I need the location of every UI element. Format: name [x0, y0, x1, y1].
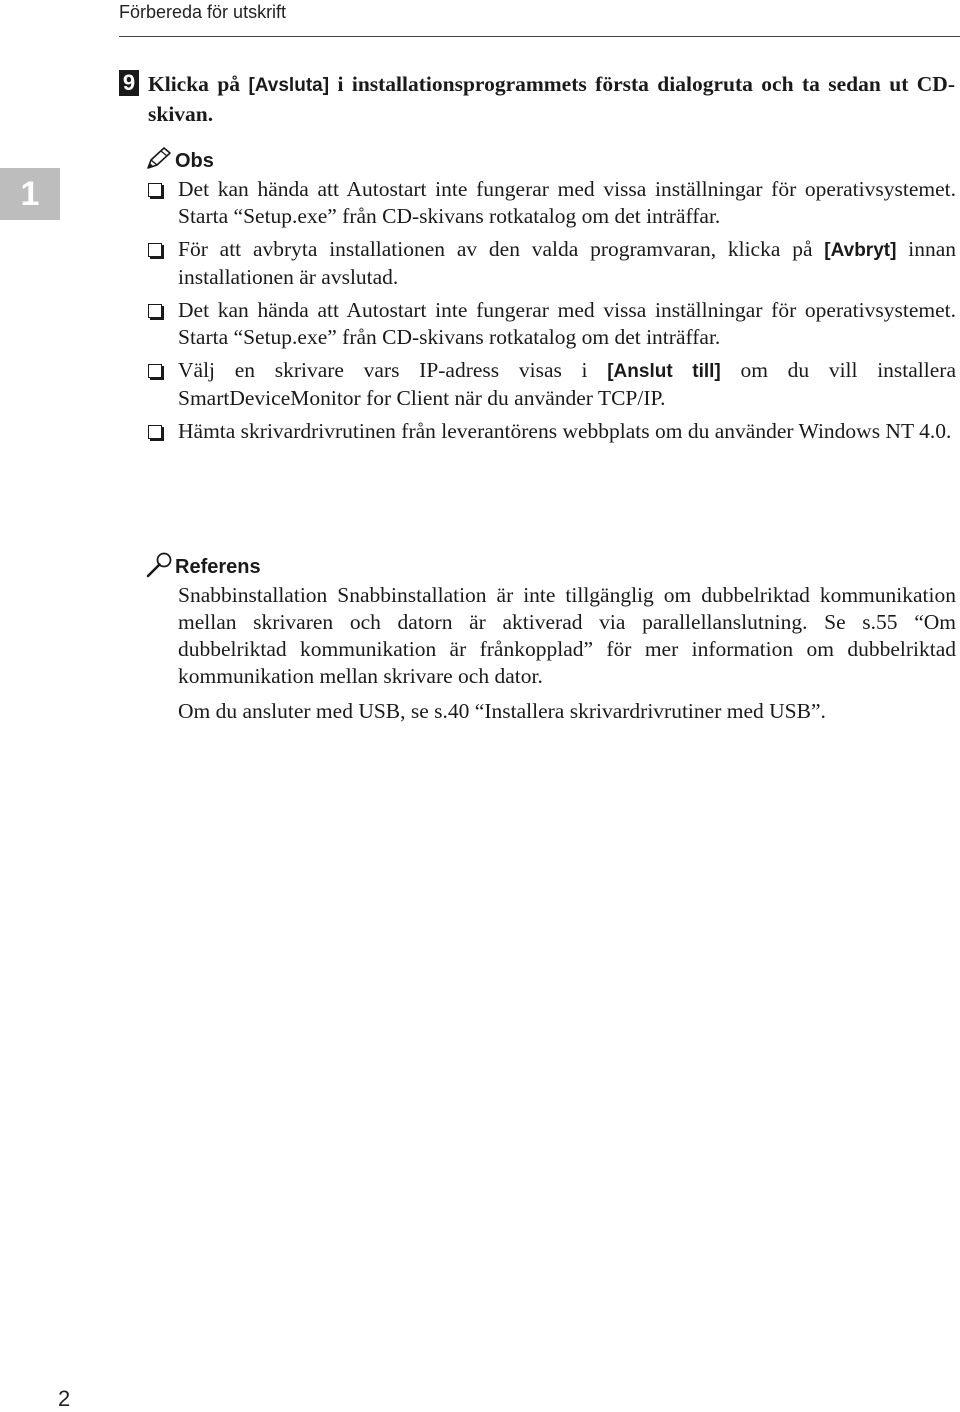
note-item — [148, 236, 956, 291]
key-anslut-till: [Anslut till] — [607, 361, 721, 382]
step-number-badge: 9 — [119, 70, 139, 96]
page-number: 2 — [58, 1386, 71, 1411]
note-title: Obs — [175, 149, 214, 172]
header-rule — [119, 36, 960, 37]
note-item — [148, 357, 956, 412]
checkbox-bullet-icon — [148, 243, 162, 257]
note-item-text: Det kan hända att Autostart inte fungerar med vissa inställningar för operativsystemet. Starta “Setup.exe” från CD-skivans rotkatalog om det inträffar. — [178, 298, 956, 349]
running-header: Förbereda för utskrift — [119, 2, 287, 22]
step-9 — [119, 70, 955, 128]
reference-title: Referens — [175, 555, 261, 578]
pencil-icon — [145, 146, 175, 177]
note-item — [148, 418, 956, 445]
note-item-text-before: För att avbryta installationen av den valda programvaran, klicka på — [178, 237, 825, 261]
note-item — [148, 176, 956, 230]
note-item-text: Hämta skrivardrivrutinen från leverantörens webbplats om du använder Windows NT 4.0. — [178, 419, 952, 443]
note-section — [148, 146, 956, 451]
step-text-after: i installationsprogrammets första dialogruta och ta sedan ut CD-skivan. — [148, 72, 955, 126]
reference-heading — [145, 552, 956, 582]
checkbox-bullet-icon — [148, 425, 162, 439]
note-heading — [145, 146, 956, 176]
step-text-before: Klicka på — [148, 72, 249, 96]
note-item-text-after: om du vill installera SmartDeviceMonitor for Client när du använder TCP/IP. — [178, 358, 956, 410]
reference-paragraph: Om du ansluter med USB, se s.40 “Installera skrivardrivrutiner med USB”. — [178, 699, 826, 723]
note-item — [148, 297, 956, 351]
chapter-tab: 1 — [0, 168, 60, 220]
checkbox-bullet-icon — [148, 364, 162, 378]
checkbox-bullet-icon — [148, 304, 162, 318]
key-avsluta: [Avsluta] — [248, 75, 330, 96]
note-item-text-after: innan installationen är avslutad. — [178, 237, 956, 289]
reference-paragraph: Snabbinstallation Snabbinstallation är inte tillgänglig om dubbelriktad kommunikation mellan skrivaren och datorn är aktiverad via parallellanslutning. Se s.55 “Om dubbelriktad kommunikation är frånkopplad” för mer information om dubbelriktad kommunikation mellan skrivare och dator. — [178, 583, 956, 688]
key-avbryt: [Avbryt] — [824, 240, 897, 261]
step-text — [148, 70, 955, 128]
reference-section — [148, 552, 956, 733]
note-item-text-before: Välj en skrivare vars IP-adress visas i — [178, 358, 608, 382]
checkbox-bullet-icon — [148, 183, 162, 197]
magnifier-icon — [145, 551, 175, 584]
note-item-text: Det kan hända att Autostart inte fungerar med vissa inställningar för operativsystemet. Starta “Setup.exe” från CD-skivans rotkatalog om det inträffar. — [178, 177, 956, 228]
